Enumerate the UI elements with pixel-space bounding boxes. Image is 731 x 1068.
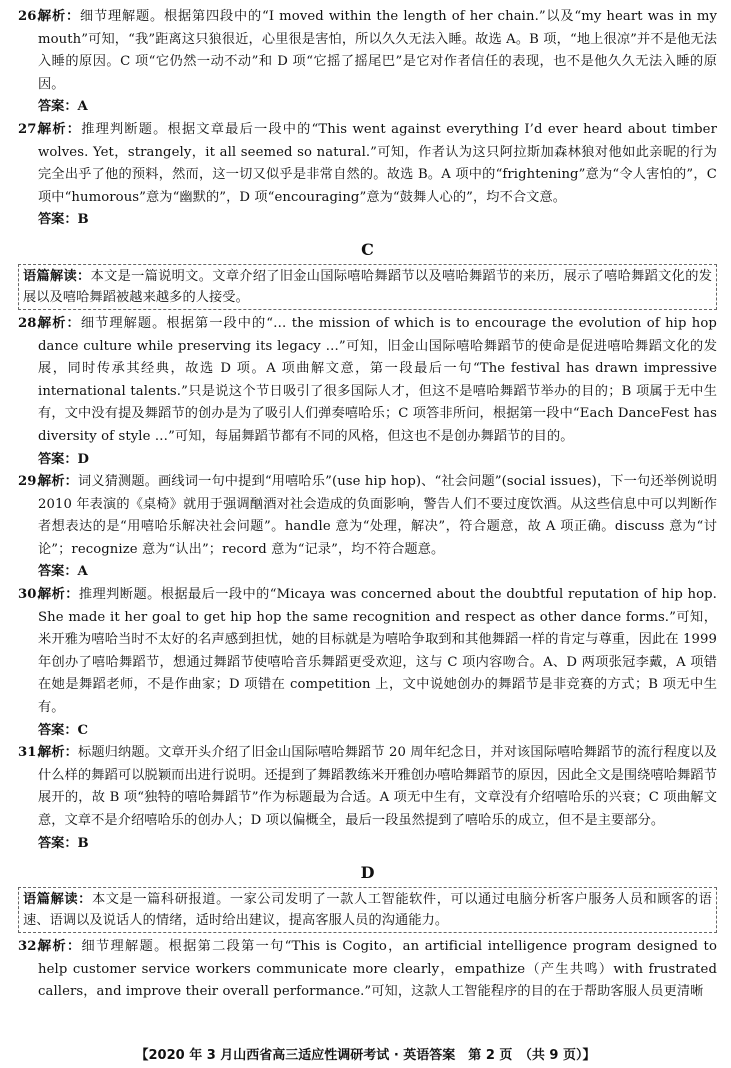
question-body: [38, 6, 717, 96]
question-number: 29.: [18, 474, 42, 490]
analysis-text: 解析：推理判断题。根据最后一段中的“Micaya was concerned about the doubtful reputation of hip hop. She made it her goal to get hip hop the same recognition and respect as other dance forms.”可知，米开雅为嘻哈当时不太好的名声感到担忧，她的目标就是为嘻哈争取到和其他舞蹈一样的肯定与尊重，因此在 1999 年创办了嘻哈舞蹈节，想通过舞蹈节使嘻哈音乐舞蹈更受欢迎，这与 C 项内容吻合。A、D 两项张冠李戴，A 项错在她是舞蹈老师，不是作曲家；D 项错在 competition 上，文中说她创办的舞蹈节是非竞赛的方式；B 项无中生有。: [38, 587, 717, 716]
question-30: [18, 584, 717, 720]
section-heading-d: D: [360, 863, 375, 883]
analysis-text: 解析：推理判断题。根据文章最后一段中的“This went against everything I’d ever heard about timber wolves. Yet，strangely，it all seemed so natural.”可知，作者认为这只阿拉斯加森林狼对他如此亲昵的行为完全出乎了他的预料，然而，这一切又似乎是非常自然的。故选 B。A 项中的“frightening”意为“令人害怕的”，C 项中“humorous”意为“幽默的”，D 项“encouraging”意为“鼓舞人心的”，均不合文意。: [38, 121, 717, 205]
question-31: [18, 742, 717, 832]
passage-summary: 语篇解读：本文是一篇说明文。文章介绍了旧金山国际嘻哈舞蹈节以及嘻哈舞蹈节的来历，展示了嘻哈舞蹈文化的发展以及嘻哈舞蹈被越来越多的人接受。: [23, 268, 712, 305]
analysis-label: 解析：: [38, 939, 82, 955]
question-body: [38, 313, 717, 449]
question-26: [18, 6, 717, 96]
analysis-label: 解析：: [38, 315, 81, 331]
answer-line: 答案：A: [38, 99, 88, 115]
analysis-label: 解析：: [38, 745, 79, 761]
analysis-label: 解析：: [38, 587, 79, 603]
question-27: [18, 119, 717, 209]
passage-summary-box: [18, 887, 717, 933]
question-number: 31.: [18, 745, 42, 761]
question-body: [38, 584, 717, 720]
analysis-text: 解析：细节理解题。根据第四段中的“I moved within the length of her chain.”以及“my heart was in my mouth”可知，“我”距离这只狼很近，心里很是害怕，所以久久无法入睡。故选 A。B 项，“地上很凉”并不是他无法入睡的原因。C 项“它仍然一动不动”和 D 项“它摇了摇尾巴”是它对作者信任的表现，也不是他久久无法入睡的原因。: [38, 9, 717, 92]
question-body: [38, 471, 717, 561]
analysis-label: 解析：: [38, 474, 79, 490]
analysis-label: 解析：: [38, 121, 82, 137]
question-number: 28.: [18, 315, 42, 331]
section-heading-c: C: [361, 239, 374, 259]
question-32: [18, 936, 717, 1004]
answer-line: 答案：D: [38, 451, 89, 467]
question-body: [38, 742, 717, 832]
analysis-text: 解析：标题归纳题。文章开头介绍了旧金山国际嘻哈舞蹈节 20 周年纪念日，并对该国际嘻哈舞蹈节的流行程度以及什么样的舞蹈可以脱颖而出进行说明。还提到了舞蹈教练米开雅创办嘻哈舞蹈节的原因，因此全文是围绕嘻哈舞蹈节展开的，故 B 项“独特的嘻哈舞蹈节”作为标题最为合适。A 项无中生有，文章没有介绍嘻哈乐的兴衰；C 项曲解文意，文章不是介绍嘻哈乐的创办人；D 项以偏概全，最后一段虽然提到了嘻哈乐的成立，但不是主要部分。: [38, 745, 717, 828]
page-footer: 【2020 年 3 月山西省高三适应性调研考试 · 英语答案 第 2 页 （共 9 页）】: [135, 1048, 596, 1063]
question-number: 32.: [18, 939, 42, 955]
question-number: 26.: [18, 9, 42, 24]
question-29: [18, 471, 717, 561]
passage-summary: 语篇解读：本文是一篇科研报道。一家公司发明了一款人工智能软件，可以通过电脑分析客户服务人员和顾客的语速、语调以及说话人的情绪，适时给出建议，提高客服人员的沟通能力。: [23, 892, 712, 929]
analysis-text: 解析：细节理解题。根据第二段第一句“This is Cogito，an artificial intelligence program designed to help customer service workers communicate more clearly，empathize（产生共鸣）with frustrated callers，and improve their overall performance.”可知，这款人工智能程序的目的在于帮助客服人员更清晰: [38, 939, 717, 1000]
question-number: 30.: [18, 587, 42, 603]
passage-summary-box: [18, 264, 717, 310]
question-body: [38, 936, 717, 1004]
answer-line: 答案：B: [38, 212, 89, 228]
question-body: [38, 119, 717, 209]
answer-line: 答案：A: [38, 564, 88, 580]
analysis-text: 解析：词义猜测题。画线词一句中提到“用嘻哈乐”(use hip hop)、“社会问题”(social issues)，下一句还举例说明 2010 年表演的《桌椅》就用于强调酗酒对社会造成的负面影响，警告人们不要过度饮酒。从这些信息中可以判断作者想表达的是“用嘻哈乐解决社会问题”。handle 意为“处理，解决”，符合题意，故 A 项正确。discuss 意为“讨论”；recognize 意为“认出”；record 意为“记录”，均不符合题意。: [38, 474, 717, 557]
analysis-text: 解析：细节理解题。根据第一段中的“… the mission of which is to encourage the evolution of hip hop dance culture while preserving its legacy …”可知，旧金山国际嘻哈舞蹈节的使命是促进嘻哈舞蹈文化的发展，同时传承其经典，故选 D 项。A 项曲解文意，第一段最后一句“The festival has drawn impressive international talents.”只是说这个节日吸引了很多国际人才，但这不是嘻哈舞蹈节举办的目的；B 项属于无中生有，文中没有提及舞蹈节的创办是为了吸引人们弹奏嘻哈乐；C 项答非所问，根据第一段中“Each DanceFest has diversity of style …”可知，每届舞蹈节都有不同的风格，但这也不是创办舞蹈节的目的。: [38, 315, 717, 444]
answer-line: 答案：C: [38, 722, 89, 738]
answer-line: 答案：B: [38, 835, 89, 851]
analysis-label: 解析：: [38, 9, 81, 24]
question-28: [18, 313, 717, 449]
question-number: 27.: [18, 121, 42, 137]
